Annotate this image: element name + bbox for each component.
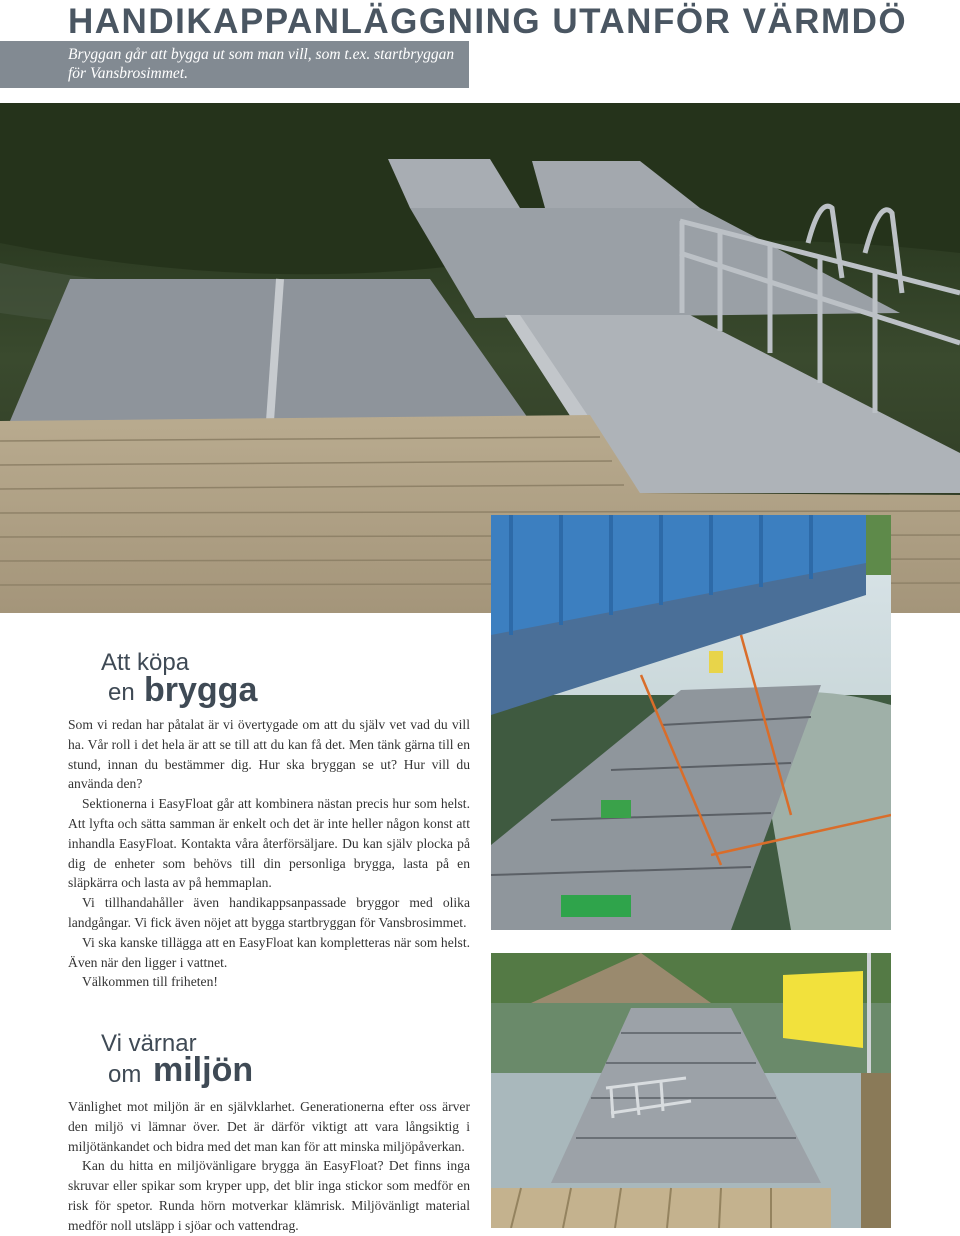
walkway-photo: [491, 953, 891, 1228]
env-heading-prefix: om: [108, 1061, 142, 1088]
env-paragraph: Kan du hitta en miljövänligare brygga än EasyFloat? Det finns inga skruvar eller spikar som kryper upp, det blir inga stickor som medför en risk för spetor. Runda hörn motverkar klämrisk. Miljövänligt material medför noll utsläpp i sjöar och vattendrag.: [68, 1158, 470, 1233]
buy-heading-main: brygga: [144, 671, 258, 709]
buy-heading-prefix: en: [108, 679, 135, 706]
env-body-text: [68, 1097, 470, 1236]
buy-heading-line1: Att köpa: [101, 649, 190, 676]
buy-paragraph: Vi tillhandahåller även handikappsanpassade bryggor med olika landgångar. Vi fick även nöjet att bygga startbryggan för Vansbrosimmet.: [68, 895, 470, 930]
page-title: HANDIKAPPANLÄGGNING UTANFÖR VÄRMDÖ: [68, 2, 908, 41]
env-paragraph: Vänlighet mot miljön är en självklarhet. Generationerna efter oss ärver den miljö vi lämnar över. Det är därför viktigt att vara långsiktig i miljötänkandet och bidra med det man kan för att minska miljöpåverkan.: [68, 1099, 470, 1154]
buy-paragraph: Sektionerna i EasyFloat går att kombinera nästan precis hur som helst. Att lyfta och sätta samman är enkelt och det är inte heller någon konst att inhandla EasyFloat. Kontakta våra återförsäljare. Du kan själv plocka på dig de enheter som behövs till din personliga brygga, lasta på en släpkärra och lasta av på hemmaplan.: [68, 796, 470, 891]
env-heading-line1: Vi värnar: [101, 1030, 197, 1057]
bridge-photo: [491, 515, 891, 930]
buy-body-text: [68, 715, 470, 992]
buy-paragraph: Vi ska kanske tillägga att en EasyFloat kan kompletteras när som helst. Även när den ligger i vattnet.: [68, 934, 470, 970]
env-heading-main: miljön: [153, 1051, 254, 1089]
intro-caption: Bryggan går att bygga ut som man vill, som t.ex. startbryggan för Vansbrosimmet.: [0, 41, 469, 88]
buy-paragraph: Som vi redan har påtalat är vi övertygade om att du själv vet vad du vill ha. Vår roll i det hela är att se till att du kan få det. Men tänk gärna till en stund, innan du bestämmer dig. Hur ska bryggan se ut? Hur vill du använda den?: [68, 717, 470, 792]
buy-paragraph: Välkommen till friheten!: [82, 974, 218, 990]
